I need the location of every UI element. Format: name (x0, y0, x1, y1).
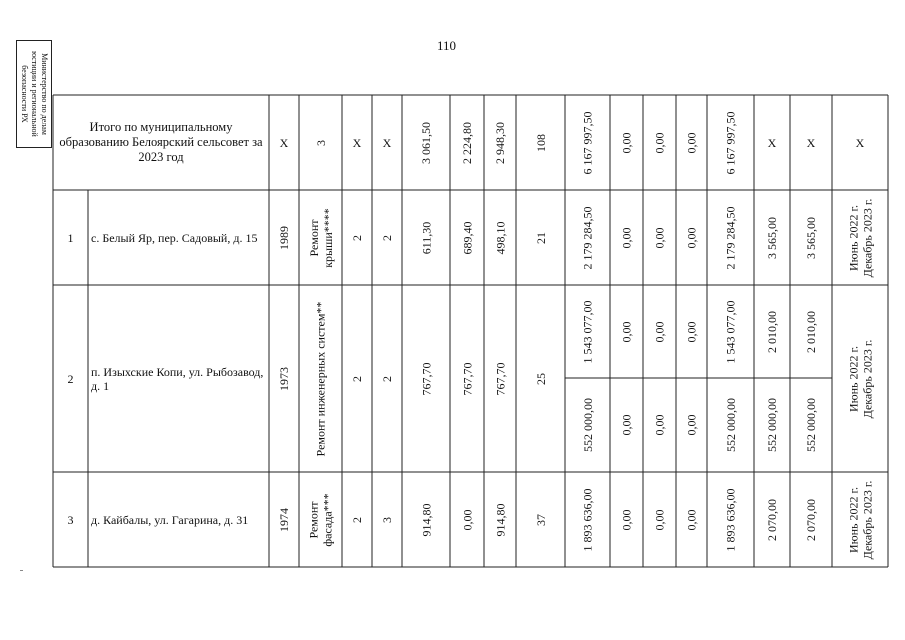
row1-fund-1-text: 0,00 (619, 227, 634, 248)
total-area-living-text: 2 948,30 (493, 121, 507, 164)
row1-area-residential-text: 689,40 (460, 221, 474, 254)
row3-num: 3 (67, 512, 74, 527)
row3-address-text: д. Кайбалы, ул. Гагарина, д. 31 (91, 512, 249, 527)
row2a-fund-2-text: 0,00 (652, 321, 667, 342)
row2b-fund-3-text: 0,00 (684, 414, 699, 436)
row2a-unit-cost-limit (790, 285, 832, 378)
row1-year-text: 1989 (277, 225, 291, 250)
row3-fund-owners (707, 472, 754, 567)
row2-area-living-text: 767,70 (493, 362, 507, 395)
row2b-fund-1-text: 0,00 (619, 414, 634, 436)
row2b-fund-1 (610, 378, 643, 472)
row1-residents-text: 21 (533, 231, 548, 244)
row1-unit-cost-limit-text: 3 565,00 (804, 216, 818, 259)
total-fund-2-text: 0,00 (652, 132, 667, 153)
row3-fund-3 (676, 472, 707, 567)
total-fund-owners-text: 6 167 997,50 (723, 111, 738, 174)
row2-period-end: Декабрь 2023 г. (860, 339, 874, 418)
row3-cost-text: 1 893 636,00 (580, 488, 595, 551)
total-area-residential (450, 95, 484, 190)
row3-unit-cost (754, 472, 790, 567)
row1-floors (342, 190, 372, 285)
total-area-total (402, 95, 450, 190)
row2-address (91, 285, 265, 472)
row1-unit-cost (754, 190, 790, 285)
row2-work-text: Ремонт инженерных систем** (313, 301, 328, 456)
page-number: 110 (437, 38, 457, 53)
row2b-fund-owners (707, 378, 754, 472)
total-fund-owners (707, 95, 754, 190)
row2a-fund-1 (610, 285, 643, 378)
total-fund-1-text: 0,00 (619, 132, 634, 153)
row3-floors-text: 2 (350, 516, 364, 523)
row2a-fund-2 (643, 285, 676, 378)
total-fund-3 (676, 95, 707, 190)
row1-period (832, 190, 888, 285)
row2b-fund-owners-text: 552 000,00 (723, 398, 738, 452)
total-residents-text: 108 (533, 133, 548, 152)
row3-period-end: Декабрь 2023 г. (860, 480, 874, 559)
row2a-fund-1-text: 0,00 (619, 321, 634, 342)
row2-area-total (402, 285, 450, 472)
total-area-total-text: 3 061,50 (419, 121, 433, 164)
row3-work-text: Ремонт фасада*** (306, 492, 335, 547)
row3-area-residential-text: 0,00 (460, 509, 474, 530)
row1-period-end: Декабрь 2023 г. (860, 198, 874, 277)
row1-fund-3-text: 0,00 (684, 227, 699, 248)
row3-fund-2 (643, 472, 676, 567)
row1-work-text: Ремонт крыши**** (306, 207, 335, 268)
row3-unit-cost-limit-text: 2 070,00 (804, 498, 818, 541)
row1-residents (516, 190, 565, 285)
row2-area-residential-text: 767,70 (460, 362, 474, 395)
row2-area-residential (450, 285, 484, 472)
row3-fund-owners-text: 1 893 636,00 (723, 488, 738, 551)
row2-area-total-text: 767,70 (419, 362, 433, 395)
row1-fund-owners (707, 190, 754, 285)
total-fund-3-text: 0,00 (684, 132, 699, 153)
total-work-text: 3 (313, 139, 328, 146)
row3-fund-2-text: 0,00 (652, 509, 667, 530)
total-work (299, 95, 342, 190)
row3-fund-1-text: 0,00 (619, 509, 634, 530)
row1-unit-cost-text: 3 565,00 (765, 216, 779, 259)
row3-work (299, 472, 342, 567)
row1-floors-text: 2 (350, 234, 364, 241)
row2-floors (342, 285, 372, 472)
row3-year-text: 1974 (277, 507, 291, 532)
row2b-fund-2-text: 0,00 (652, 414, 667, 436)
row2-area-living (484, 285, 516, 472)
row2a-fund-owners-text: 1 543 077,00 (723, 300, 738, 363)
row3-fund-3-text: 0,00 (684, 509, 699, 530)
row2-period-start: Июнь 2022 г. (846, 345, 860, 412)
row3-fund-1 (610, 472, 643, 567)
row2b-unit-cost-limit (790, 378, 832, 472)
row3-area-total (402, 472, 450, 567)
row3-area-living-text: 914,80 (493, 503, 507, 536)
row2b-fund-2 (643, 378, 676, 472)
row3-area-living (484, 472, 516, 567)
row2a-cost (565, 285, 610, 378)
row1-address-text: с. Белый Яр, пер. Садовый, д. 15 (91, 230, 258, 245)
row2-period (832, 285, 888, 472)
row2-year-text: 1973 (277, 366, 291, 391)
row1-fund-owners-text: 2 179 284,50 (723, 206, 738, 269)
total-cost (565, 95, 610, 190)
row2-residents (516, 285, 565, 472)
row3-unit-cost-limit (790, 472, 832, 567)
row3-area-total-text: 914,80 (419, 503, 433, 536)
total-label-text: Итого по муниципальному образованию Белоярский сельсовет за 2023 год (59, 120, 263, 164)
stamp-line: Министерство по делам (40, 53, 49, 135)
total-label (54, 96, 268, 189)
row3-period-start: Июнь 2022 г. (846, 486, 860, 553)
row2-work (299, 285, 342, 472)
row1-fund-1 (610, 190, 643, 285)
row2b-cost (565, 378, 610, 472)
row1-entrances-text: 2 (380, 234, 394, 241)
total-floors: X (352, 135, 362, 150)
total-residents (516, 95, 565, 190)
total-area-residential-text: 2 224,80 (460, 121, 474, 164)
total-year: X (279, 135, 289, 150)
row2b-unit-cost-text: 552 000,00 (765, 398, 779, 452)
row1-fund-2-text: 0,00 (652, 227, 667, 248)
row2-floors-text: 2 (350, 375, 364, 382)
row2b-fund-3 (676, 378, 707, 472)
row1-unit-cost-limit (790, 190, 832, 285)
row3-year (269, 472, 299, 567)
row2-entrances (372, 285, 402, 472)
stamp-line: безопасности РХ (20, 65, 29, 123)
row2b-unit-cost (754, 378, 790, 472)
row3-entrances (372, 472, 402, 567)
row2-residents-text: 25 (533, 372, 548, 385)
row1-work (299, 190, 342, 285)
row3-period (832, 472, 888, 567)
row1-fund-2 (643, 190, 676, 285)
row1-cost-text: 2 179 284,50 (580, 206, 595, 269)
row1-area-total (402, 190, 450, 285)
row3-floors (342, 472, 372, 567)
row3-area-residential (450, 472, 484, 567)
row1-area-living (484, 190, 516, 285)
row2a-fund-3 (676, 285, 707, 378)
row3-cost (565, 472, 610, 567)
row1-year (269, 190, 299, 285)
row2-year (269, 285, 299, 472)
row2-entrances-text: 2 (380, 375, 394, 382)
row3-address (91, 472, 268, 567)
row1-cost (565, 190, 610, 285)
total-entrances: X (382, 135, 392, 150)
total-area-living (484, 95, 516, 190)
row1-entrances (372, 190, 402, 285)
total-fund-1 (610, 95, 643, 190)
row2a-fund-owners (707, 285, 754, 378)
row1-area-residential (450, 190, 484, 285)
total-cost-text: 6 167 997,50 (580, 111, 595, 174)
row2a-unit-cost-text: 2 010,00 (765, 310, 779, 353)
stamp-line: юстиции и региональной (30, 51, 39, 137)
row1-area-living-text: 498,10 (493, 221, 507, 254)
total-unit-cost: X (767, 135, 777, 150)
row3-unit-cost-text: 2 070,00 (765, 498, 779, 541)
row2a-unit-cost (754, 285, 790, 378)
total-period: X (855, 135, 865, 150)
row1-num: 1 (67, 230, 74, 245)
row1-address (91, 190, 265, 285)
total-fund-2 (643, 95, 676, 190)
row3-entrances-text: 3 (380, 516, 394, 523)
row1-area-total-text: 611,30 (419, 221, 433, 254)
total-unit-cost-limit: X (806, 135, 816, 150)
row2a-fund-3-text: 0,00 (684, 321, 699, 342)
row2b-cost-text: 552 000,00 (580, 398, 595, 452)
row2-num: 2 (67, 371, 74, 386)
row1-period-start: Июнь 2022 г. (846, 204, 860, 271)
row2a-unit-cost-limit-text: 2 010,00 (804, 310, 818, 353)
row3-residents-text: 37 (533, 513, 548, 526)
row3-residents (516, 472, 565, 567)
row2a-cost-text: 1 543 077,00 (580, 300, 595, 363)
row2b-unit-cost-limit-text: 552 000,00 (804, 398, 818, 452)
row2-address-text: п. Изыхские Копи, ул. Рыбозавод, д. 1 (91, 364, 264, 393)
row1-fund-3 (676, 190, 707, 285)
